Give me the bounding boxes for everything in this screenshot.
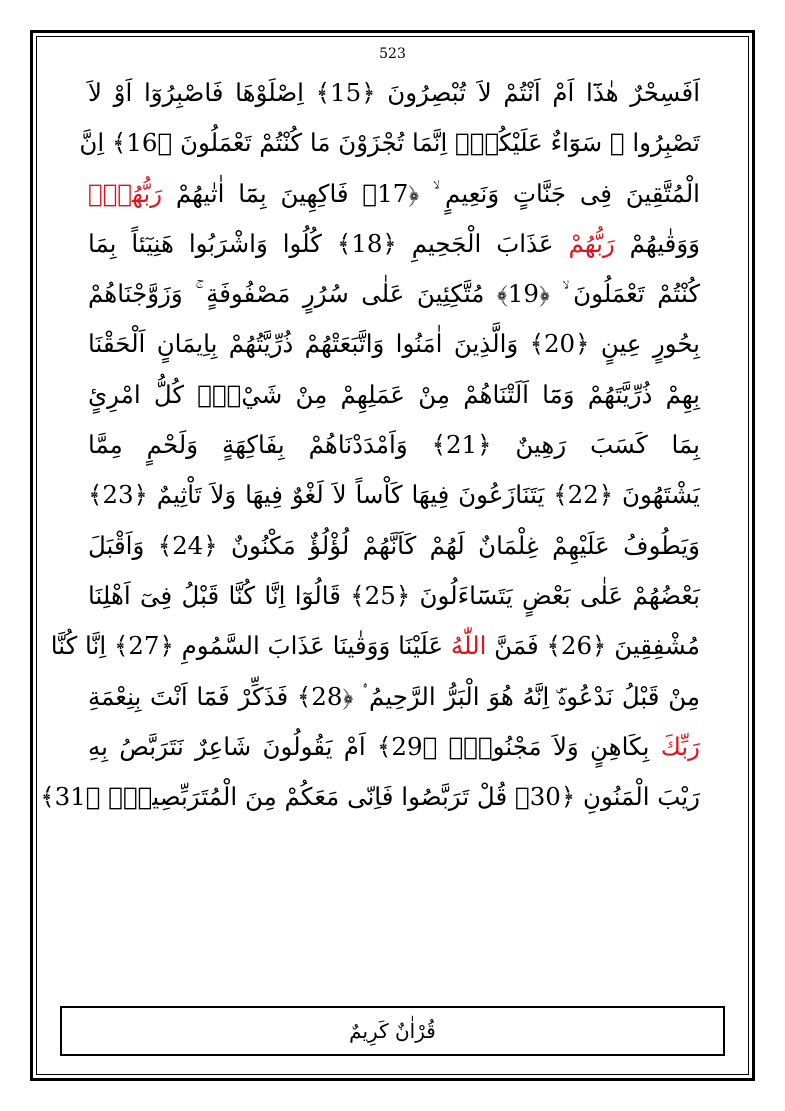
verse-segment: وَيَطُوفُ عَلَيْهِمْ غِلْمَانٌ لَهُمْ كَاَنَّهُمْ لُؤْلُؤٌ مَكْنُونٌ ﴿24﴾ وَاَقْبَلَ [88,530,700,560]
verse-segment: رَيْبَ الْمَنُونِ ﴿30﴾ قُلْ تَرَبَّصُوا فَاِنّى مَعَكُمْ مِنَ الْمُتَرَبِّصِينَۜ ﴿31﴾ [40,782,700,812]
verse-segment: يَشْتَهُونَ ﴿22﴾ يَتَنَازَعُونَ فِيهَا كَاْساً لاَ لَغْوٌ فِيهَا وَلاَ تَاْثِيمٌ ﴿23﴾ [88,480,700,510]
verse-segment: عَذَابَ الْجَحِيمِ ﴿18﴾ كُلُوا وَاشْرَبُوا هَنِيٓئاً بِمَا [88,228,569,258]
verse-line [50,621,700,671]
verse-segment: الْمُتَّقِينَ فِى جَنَّاتٍ وَنَعِيمٍ ۙ ﴿17﴾ فَاكِهِينَ بِمَٓا اٰتٰيهُمْ [162,178,700,208]
verse-line [40,772,700,822]
verse-segment: وَوَقٰيهُمْ [614,228,700,258]
verse-segment: مُشْفِقِينَ ﴿26﴾ فَمَنَّ [486,631,700,661]
verse-segment: كُنْتُمْ تَعْمَلُونَ ۙ ﴿19﴾ مُتَّكِئِينَ عَلٰى سُرُرٍ مَصْفُوفَةٍ ۚ وَزَوَّجْنَاهُمْ [88,279,700,309]
verse-line [88,219,700,269]
verse-segment: اَفَسِحْرٌ هٰذَٓا اَمْ اَنْتُمْ لاَ تُبْصِرُونَ ﴿15﴾ اِصْلَوْهَا فَاصْبِرُوٓا اَوْ لاَ [88,78,700,107]
verse-segment: بَعْضُهُمْ عَلٰى بَعْضٍ يَتَسَٓاءَلُونَ ﴿25﴾ قَالُوٓا اِنَّا كُنَّا قَبْلُ فِىٓ اَهْلِنَا [88,580,700,610]
verse-line [88,571,700,621]
verse-line [88,521,700,571]
red-divine-word: اللّٰهُ [450,631,487,661]
verse-line [88,672,700,722]
verse-line [88,420,700,470]
footer-title-box [60,1006,725,1056]
verse-line [88,470,700,520]
verse-segment: بِمَا كَسَبَ رَهِينٌ ﴿21﴾ وَاَمْدَدْنَاهُمْ بِفَاكِهَةٍ وَلَحْمٍ مِمَّا [88,430,700,460]
verse-segment: تَصْبِرُوا ۚ سَوَٓاءٌ عَلَيْكُمْۜ اِنَّمَا تُجْزَوْنَ مَا كُنْتُمْ تَعْمَلُونَ ﴿16﴾ اِنَّ [79,128,700,158]
red-divine-word: رَبِّكَ [660,731,701,761]
verse-segment: بِهِمْ ذُرِّيَّتَهُمْ وَمَٓا اَلَتْنَاهُمْ مِنْ عَمَلِهِمْ مِنْ شَيْءٍۜ كُلُّ امْرِئٍ [88,379,700,409]
verse-segment: عَلَيْنَا وَوَقٰينَا عَذَابَ السَّمُومِ ﴿27﴾ اِنَّا كُنَّا [50,631,451,661]
verse-line [79,118,700,168]
verse-segment: مِنْ قَبْلُ نَدْعُوهُۜ اِنَّهُ هُوَ الْبَرُّ الرَّحِيمُ ۟ ﴿28﴾ فَذَكِّرْ فَمَٓا اَنْتَ بِنِعْمَةِ [88,681,700,711]
verse-text-block [40,68,701,822]
red-divine-word: رَبُّهُمْ [568,228,615,258]
verse-line [88,169,700,219]
verse-line [88,68,700,118]
red-divine-word: رَبُّهُمْ [88,178,163,208]
verse-segment: بِحُورٍ عِينٍ ﴿20﴾ وَالَّذِينَ اٰمَنُوا وَاتَّبَعَتْهُمْ ذُرِّيَّتُهُمْ بِاِيمَانٍ اَلْحَقْنَا [88,329,700,359]
footer-title: قُرْاٰنٌ كَرِيمٌ [349,1019,436,1043]
page-number: 523 [379,46,406,62]
verse-line [88,722,700,772]
verse-line [88,269,700,319]
verse-line [88,370,700,420]
verse-segment: بِكَاهِنٍ وَلاَ مَجْنُونٍۜ ﴿29﴾ اَمْ يَقُولُونَ شَاعِرٌ نَتَرَبَّصُ بِهِ [88,731,661,761]
verse-line [88,319,700,369]
